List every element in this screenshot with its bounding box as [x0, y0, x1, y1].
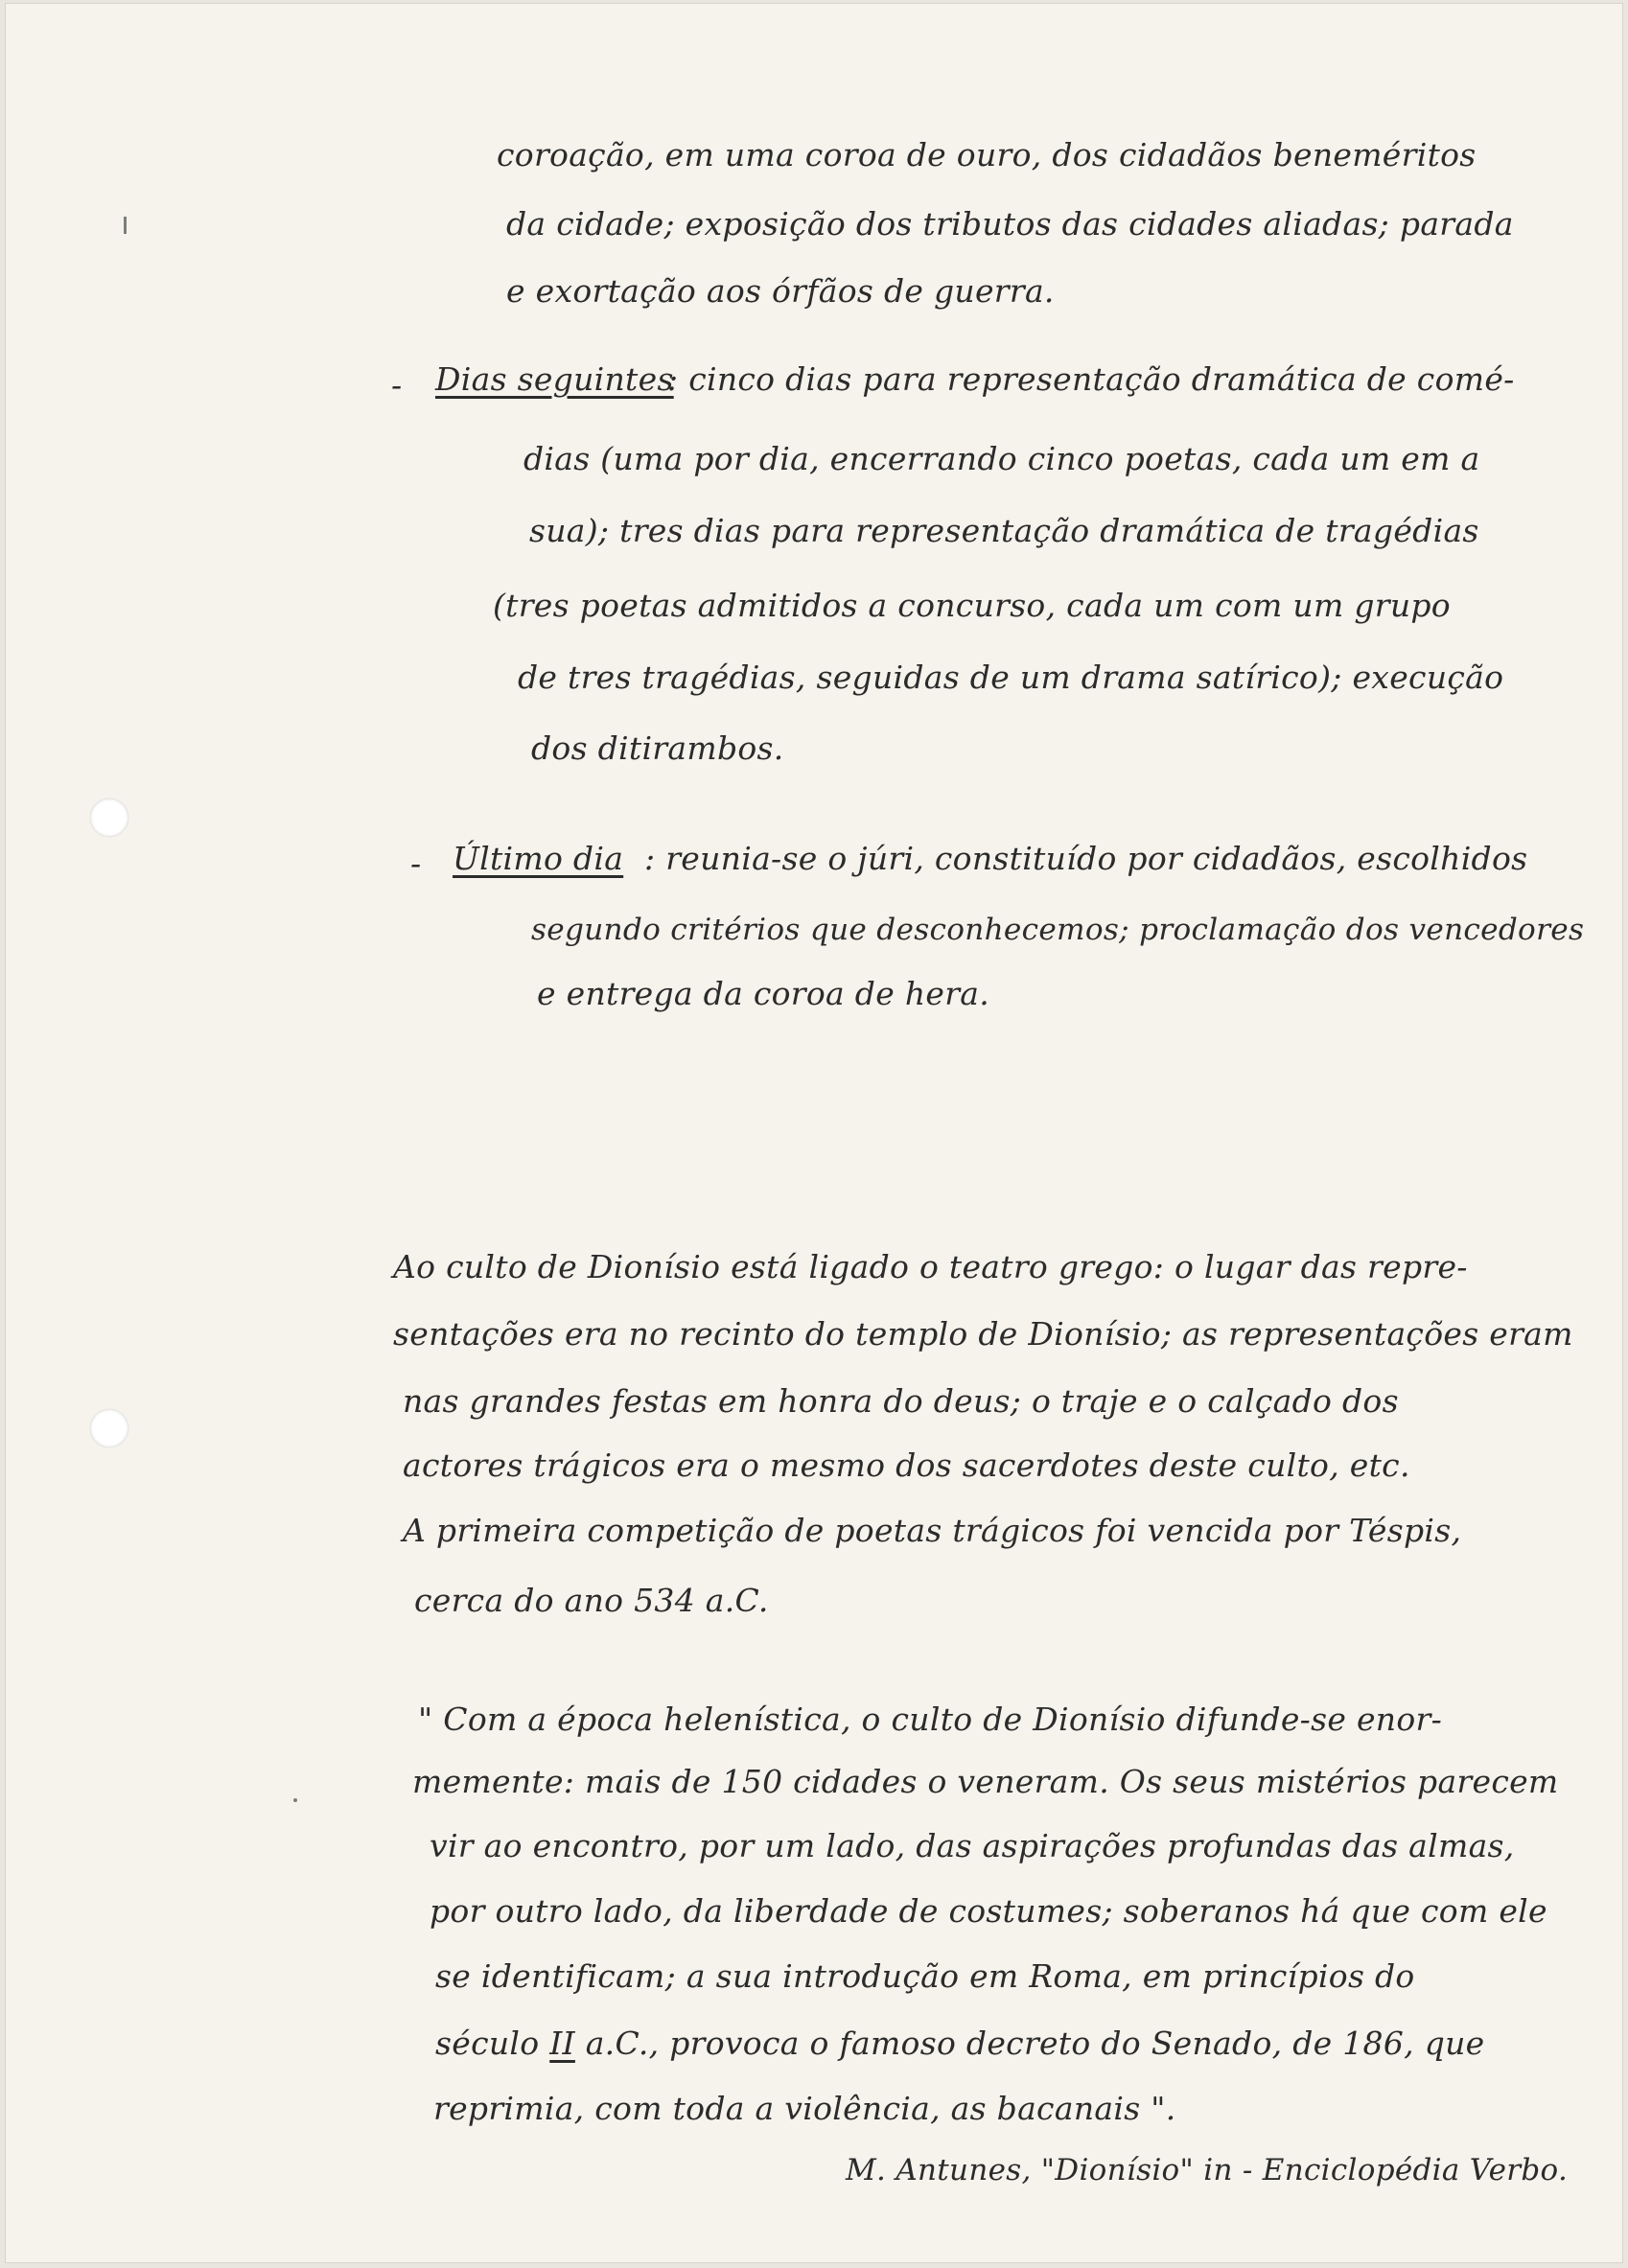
citation: M. Antunes, "Dionísio" in - Enciclopédia Verbo. — [846, 2153, 1569, 2187]
bullet-dash: - — [391, 366, 403, 404]
bullet-dash: - — [410, 845, 422, 882]
text-line: dos ditirambos. — [531, 729, 784, 767]
text-line: : reunia-se o júri, constituído por cidadãos, escolhidos — [644, 840, 1528, 877]
quote-word: século — [435, 2025, 540, 2062]
quote-line: " Com a época helenística, o culto de Dionísio difunde-se enor- — [418, 1701, 1443, 1738]
text-line: dias (uma por dia, encerrando cinco poetas, cada um em a — [523, 440, 1480, 477]
quote-line: memente: mais de 150 cidades o veneram. Os seus mistérios parecem — [412, 1763, 1559, 1800]
manuscript-page — [6, 4, 1622, 2262]
text-line: coroação, em uma coroa de ouro, dos cidadãos beneméritos — [497, 136, 1477, 174]
quote-word: a.C., provoca o famoso decreto do Senado, de 186, que — [585, 2025, 1485, 2062]
punch-hole-lower — [90, 1409, 128, 1447]
ink-speck — [124, 217, 127, 234]
quote-line: reprimia, com toda a violência, as bacanais ". — [433, 2090, 1176, 2127]
text-line: actores trágicos era o mesmo dos sacerdotes deste culto, etc. — [403, 1446, 1410, 1484]
text-line: nas grandes festas em honra do deus; o traje e o calçado dos — [403, 1382, 1399, 1420]
quote-line — [435, 2025, 1485, 2062]
ink-speck — [293, 1798, 297, 1802]
quote-line: por outro lado, da liberdade de costumes; soberanos há que com ele — [430, 1892, 1547, 1930]
text-line: A primeira competição de poetas trágicos foi vencida por Téspis, — [403, 1512, 1462, 1549]
text-line: e entrega da coroa de hera. — [537, 975, 990, 1012]
text-line: segundo critérios que desconhecemos; proclamação dos vencedores — [531, 913, 1585, 947]
text-line: cerca do ano 534 a.C. — [414, 1582, 769, 1619]
text-line: da cidade; exposição dos tributos das cidades aliadas; parada — [506, 205, 1514, 243]
quote-line: vir ao encontro, por um lado, das aspirações profundas das almas, — [430, 1827, 1515, 1864]
text-line: : cinco dias para representação dramática de comé- — [667, 360, 1515, 398]
text-line: sentações era no recinto do templo de Dionísio; as representações eram — [393, 1315, 1573, 1353]
text-line: Ao culto de Dionísio está ligado o teatro grego: o lugar das repre- — [393, 1248, 1468, 1285]
text-line: e exortação aos órfãos de guerra. — [506, 272, 1055, 310]
section-heading: Dias seguintes — [435, 360, 674, 398]
text-line: (tres poetas admitidos a concurso, cada um com um grupo — [493, 587, 1451, 624]
quote-line: se identificam; a sua introdução em Roma, em princípios do — [435, 1957, 1415, 1995]
roman-numeral: II — [549, 2025, 575, 2062]
text-line: de tres tragédias, seguidas de um drama satírico); execução — [518, 659, 1504, 696]
punch-hole-upper — [90, 798, 128, 837]
text-line: sua); tres dias para representação dramática de tragédias — [529, 512, 1479, 549]
section-heading: Último dia — [453, 840, 624, 877]
